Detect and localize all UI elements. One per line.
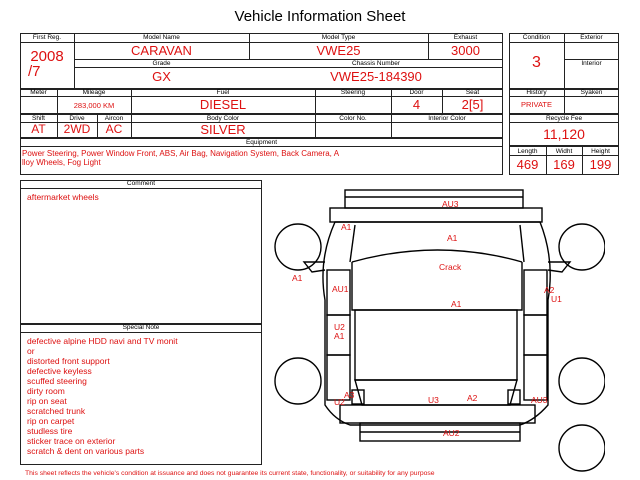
- special-note-item: rip on seat: [27, 396, 67, 406]
- exterior-label: Exterior: [580, 34, 603, 41]
- sheet-title: Vehicle Information Sheet: [234, 8, 406, 25]
- special-note-label: Special Note: [122, 324, 160, 331]
- special-note-item: dirty room: [27, 386, 65, 396]
- special-note-item: studless tire: [27, 426, 73, 436]
- spare-wheel: [559, 425, 605, 471]
- special-note-item: scratched trunk: [27, 406, 86, 416]
- special-note-item: or: [27, 346, 35, 356]
- history-label: History: [526, 89, 547, 96]
- mark-au1-left: AU1: [332, 284, 349, 294]
- mark-u1-right: U1: [551, 294, 562, 304]
- mileage-value: 283,000 KM: [73, 101, 115, 110]
- shift-label: Shift: [31, 115, 45, 122]
- special-note-item: defective keyless: [27, 366, 92, 376]
- model-type-label: Model Type: [321, 34, 356, 41]
- mark-u2-left-rear: U2: [334, 397, 345, 407]
- mark-au3-front: AU3: [442, 199, 459, 209]
- drive-value: 2WD: [63, 122, 91, 136]
- length-label: Length: [517, 148, 538, 155]
- aircon-label: Aircon: [104, 115, 124, 122]
- recycle-value: 11,120: [543, 126, 585, 142]
- mileage-label: Mileage: [82, 89, 106, 96]
- mark-au2-front: AU2: [443, 428, 460, 438]
- model-type-value: VWE25: [316, 43, 361, 58]
- recycle-label: Recycle Fee: [545, 115, 583, 122]
- equipment-line-1: Power Steering, Power Window Front, ABS, Air Bag, Navigation System, Back Camera, A: [22, 149, 340, 158]
- chassis-label: Chassis Number: [351, 60, 401, 67]
- mark-u2-left: U2: [334, 322, 345, 332]
- exhaust-value: 3000: [451, 43, 480, 58]
- mark-a1-corner: A1: [341, 222, 352, 232]
- aircon-value: AC: [105, 122, 123, 136]
- equipment-label: Equipment: [245, 139, 278, 146]
- first-reg-month: /7: [28, 63, 41, 80]
- history-value: PRIVATE: [521, 100, 552, 109]
- body-color-value: SILVER: [200, 122, 246, 137]
- mark-a1-roof: A1: [451, 299, 462, 309]
- width-label: Widht: [555, 148, 573, 155]
- front-bumper: [345, 190, 523, 208]
- wheel-front-left: [275, 224, 321, 270]
- comment-text: aftermarket wheels: [27, 192, 99, 202]
- grade-label: Grade: [152, 60, 171, 67]
- height-label: Height: [591, 148, 610, 155]
- wheel-front-right: [559, 224, 605, 270]
- disclaimer-footer: This sheet reflects the vehicle's condition at issuance and does not guarantee its current state, functionality, or suitability for any purpose: [25, 470, 435, 477]
- interior-color-label: Interior Color: [428, 115, 466, 122]
- fuel-label: Fuel: [216, 89, 230, 96]
- condition-label: Condition: [522, 34, 551, 41]
- steering-label: Steering: [340, 89, 366, 96]
- grade-value: GX: [152, 69, 171, 84]
- rear-bumper: [340, 405, 535, 423]
- mark-a1-left-fender: A1: [292, 273, 303, 283]
- special-note-item: rip on carpet: [27, 416, 75, 426]
- door-value: 4: [412, 97, 421, 112]
- first-reg-year: 2008: [30, 48, 64, 65]
- condition-value: 3: [532, 54, 541, 71]
- door-label: Door: [409, 89, 424, 96]
- seat-label: Seat: [465, 89, 480, 96]
- width-value: 169: [553, 157, 575, 172]
- equipment-line-2: lloy Wheels, Fog Light: [22, 158, 101, 167]
- car-damage-diagram: [265, 180, 605, 472]
- special-note-item: scratch & dent on various parts: [27, 446, 145, 456]
- special-note-item: distorted front support: [27, 356, 110, 366]
- mark-a2-right: A2: [544, 285, 555, 295]
- special-note-item: defective alpine HDD navi and TV monit: [27, 336, 178, 346]
- height-value: 199: [589, 157, 612, 172]
- mark-au3-right: AU3: [531, 395, 548, 405]
- meter-label: Meter: [30, 89, 47, 96]
- special-note-list: [27, 336, 178, 456]
- mark-a1-left-door: A1: [334, 331, 345, 341]
- drive-label: Drive: [69, 115, 85, 122]
- mark-a2-rear: A2: [467, 393, 478, 403]
- chassis-value: VWE25-184390: [330, 69, 422, 84]
- exhaust-label: Exhaust: [453, 34, 478, 41]
- length-value: 469: [516, 157, 539, 172]
- fuel-value: DIESEL: [199, 97, 247, 112]
- color-no-label: Color No.: [339, 115, 367, 122]
- first-reg-label: First Reg.: [32, 34, 62, 41]
- comment-label: Comment: [126, 180, 156, 187]
- mark-crack: Crack: [439, 262, 462, 272]
- model-name-label: Model Name: [143, 34, 180, 41]
- roof: [355, 310, 517, 380]
- wheel-rear-right: [559, 358, 605, 404]
- mark-a3-left: A3: [344, 390, 355, 400]
- special-note-item: scuffed steering: [27, 376, 87, 386]
- mark-u3-rear: U3: [428, 395, 439, 405]
- seat-value: 2[5]: [461, 97, 484, 112]
- syaken-label: Syaken: [580, 89, 603, 96]
- model-name-value: CARAVAN: [131, 43, 192, 58]
- mark-a1-hood: A1: [447, 233, 458, 243]
- interior-label: Interior: [581, 60, 602, 67]
- special-note-item: sticker trace on exterior: [27, 436, 116, 446]
- wheel-rear-left: [275, 358, 321, 404]
- shift-value: AT: [31, 122, 46, 136]
- body-color-label: Body Color: [206, 115, 240, 122]
